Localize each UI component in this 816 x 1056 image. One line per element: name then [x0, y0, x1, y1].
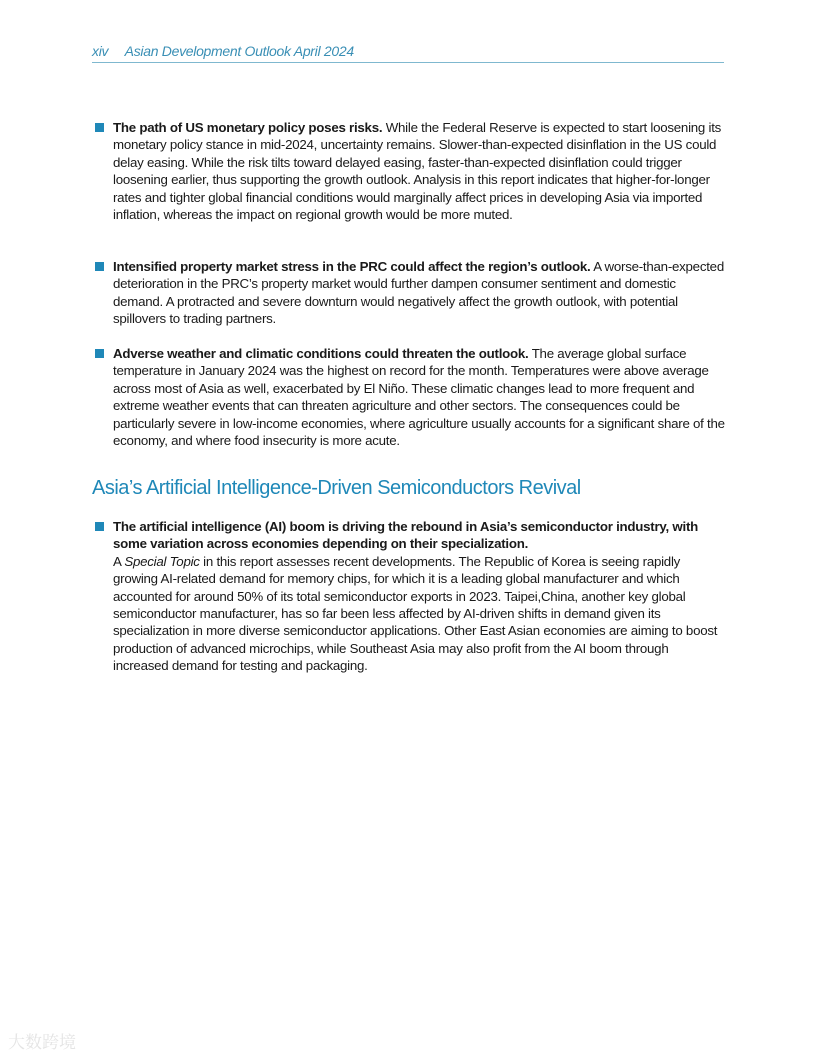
page-number: xiv — [92, 43, 109, 59]
bullet-lead: Intensified property market stress in the PRC could affect the region’s outlook. — [113, 259, 591, 274]
bullet-lead: The artificial intelligence (AI) boom is driving the rebound in Asia’s semiconductor industry, with some variation across economies depending on their specialization. — [113, 519, 699, 552]
publication-title: Asian Development Outlook April 2024 — [124, 43, 354, 59]
bullet-square-icon — [95, 349, 104, 358]
special-topic-italic: Special Topic — [124, 553, 200, 569]
ai-semiconductor-bullet — [113, 518, 725, 675]
watermark: 大数跨境 — [8, 1033, 76, 1053]
bullet-lead: The path of US monetary policy poses risks. — [113, 120, 383, 135]
bullet-text: The average global surface temperature in January 2024 was the highest on record for the month. Temperatures were above average across most of Asia as well, exacerbated by El Niño. These climatic changes lead to more frequent and extreme weather events that can threaten agriculture and other sectors. The consequences could be particularly severe in low-income economies, where agriculture usually accounts for a significant share of the economy, and where food insecurity is more acute. — [113, 346, 725, 449]
section-heading: Asia’s Artificial Intelligence-Driven Semiconductors Revival — [92, 477, 581, 499]
risk-bullet-weather — [113, 345, 725, 449]
bullet-text: A worse-than-expected deterioration in the PRC’s property market would further dampen consumer sentiment and domestic demand. A protracted and severe downturn would negatively affect the growth outlook, with potential spillovers to trading partners. — [113, 259, 724, 327]
bullet-lead: Adverse weather and climatic conditions could threaten the outlook. — [113, 346, 529, 361]
bullet-square-icon — [95, 262, 104, 271]
bullet-square-icon — [95, 123, 104, 132]
bullet-text: in this report assesses recent developments. The Republic of Korea is seeing rapidly growing AI-related demand for memory chips, for which it is a leading global manufacturer and which accounted for around 50% of its total semiconductor exports in 2023. Taipei,China, another key global semiconductor manufacturer, has so far been less affected by AI-driven shifts in demand given its specialization in more diverse semiconductor applications. Other East Asian economies are aiming to boost production of advanced microchips, while Southeast Asia may also profit from the AI boom through increased demand for testing and packaging. — [113, 553, 718, 674]
bullet-text-start: A — [113, 553, 125, 569]
running-header — [92, 43, 724, 63]
bullet-square-icon — [95, 522, 104, 531]
risk-bullet-prc-property — [113, 258, 725, 328]
bullet-text: While the Federal Reserve is expected to start loosening its monetary policy stance in mid-2024, uncertainty remains. Slower-than-expected disinflation in the US could delay easing. While the risk tilts toward delayed easing, faster-than-expected disinflation could trigger loosening earlier, thus supporting the growth outlook. Analysis in this report indicates that higher-for-longer rates and tighter global financial conditions would marginally affect prices in developing Asia via imported inflation, whereas the impact on regional growth would be more muted. — [113, 120, 722, 223]
risk-bullet-us-monetary-policy — [113, 119, 725, 223]
